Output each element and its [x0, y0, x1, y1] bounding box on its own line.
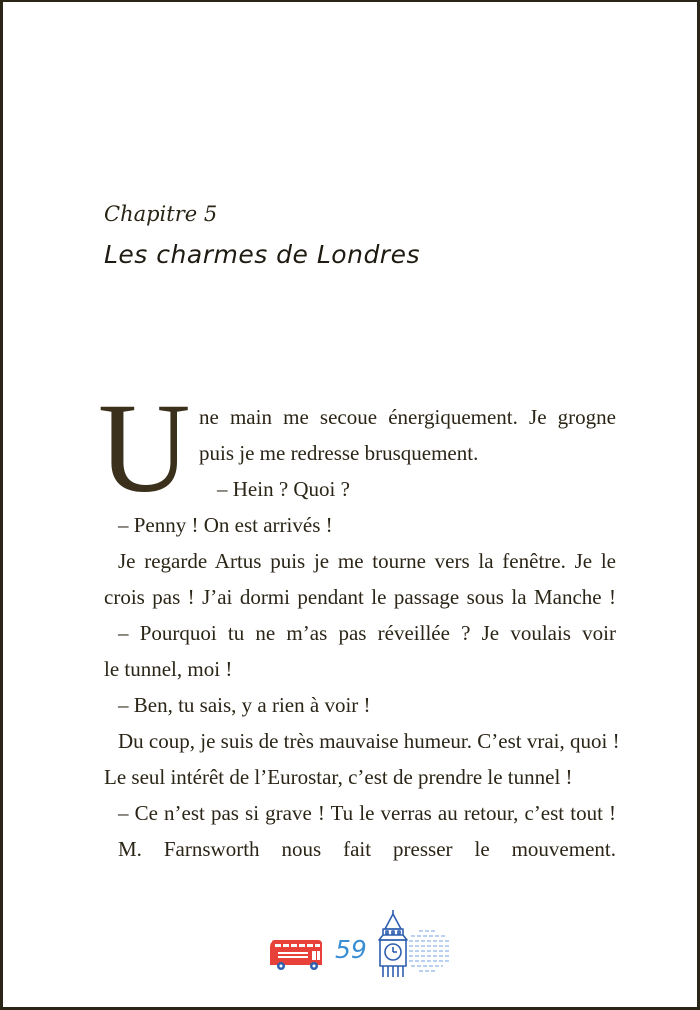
text-line: – Pourquoi tu ne m’as pas réveillée ? Je voulais voir [118, 621, 616, 645]
double-decker-bus-icon [268, 939, 325, 971]
text-line: ne main me secoue énergiquement. Je grogne [199, 405, 616, 429]
page-footer [265, 907, 465, 977]
text-line: Je regarde Artus puis je me tourne vers la fenêtre. Je le [118, 549, 616, 573]
chapter-label: Chapitre 5 [104, 202, 218, 226]
text-line: puis je me redresse brusquement. [199, 441, 479, 465]
text-line: Du coup, je suis de très mauvaise humeur. C’est vrai, quoi ! [118, 729, 620, 753]
text-line: M. Farnsworth nous fait presser le mouvement. [118, 837, 616, 861]
chapter-title: Les charmes de Londres [104, 240, 420, 269]
chapter-body [98, 377, 620, 867]
text-line: – Hein ? Quoi ? [217, 477, 350, 501]
text-line: crois pas ! J’ai dormi pendant le passage sous la Manche ! [104, 585, 616, 609]
text-line: – Ce n’est pas si grave ! Tu le verras au retour, c’est tout ! [118, 801, 616, 825]
text-line: – Penny ! On est arrivés ! [118, 513, 333, 537]
page-number: 59 [335, 935, 367, 964]
drop-cap: U [98, 377, 191, 519]
text-line: le tunnel, moi ! [104, 657, 233, 681]
text-line: Le seul intérêt de l’Eurostar, c’est de prendre le tunnel ! [104, 765, 573, 789]
text-line: – Ben, tu sais, y a rien à voir ! [118, 693, 371, 717]
big-ben-icon [377, 909, 457, 979]
